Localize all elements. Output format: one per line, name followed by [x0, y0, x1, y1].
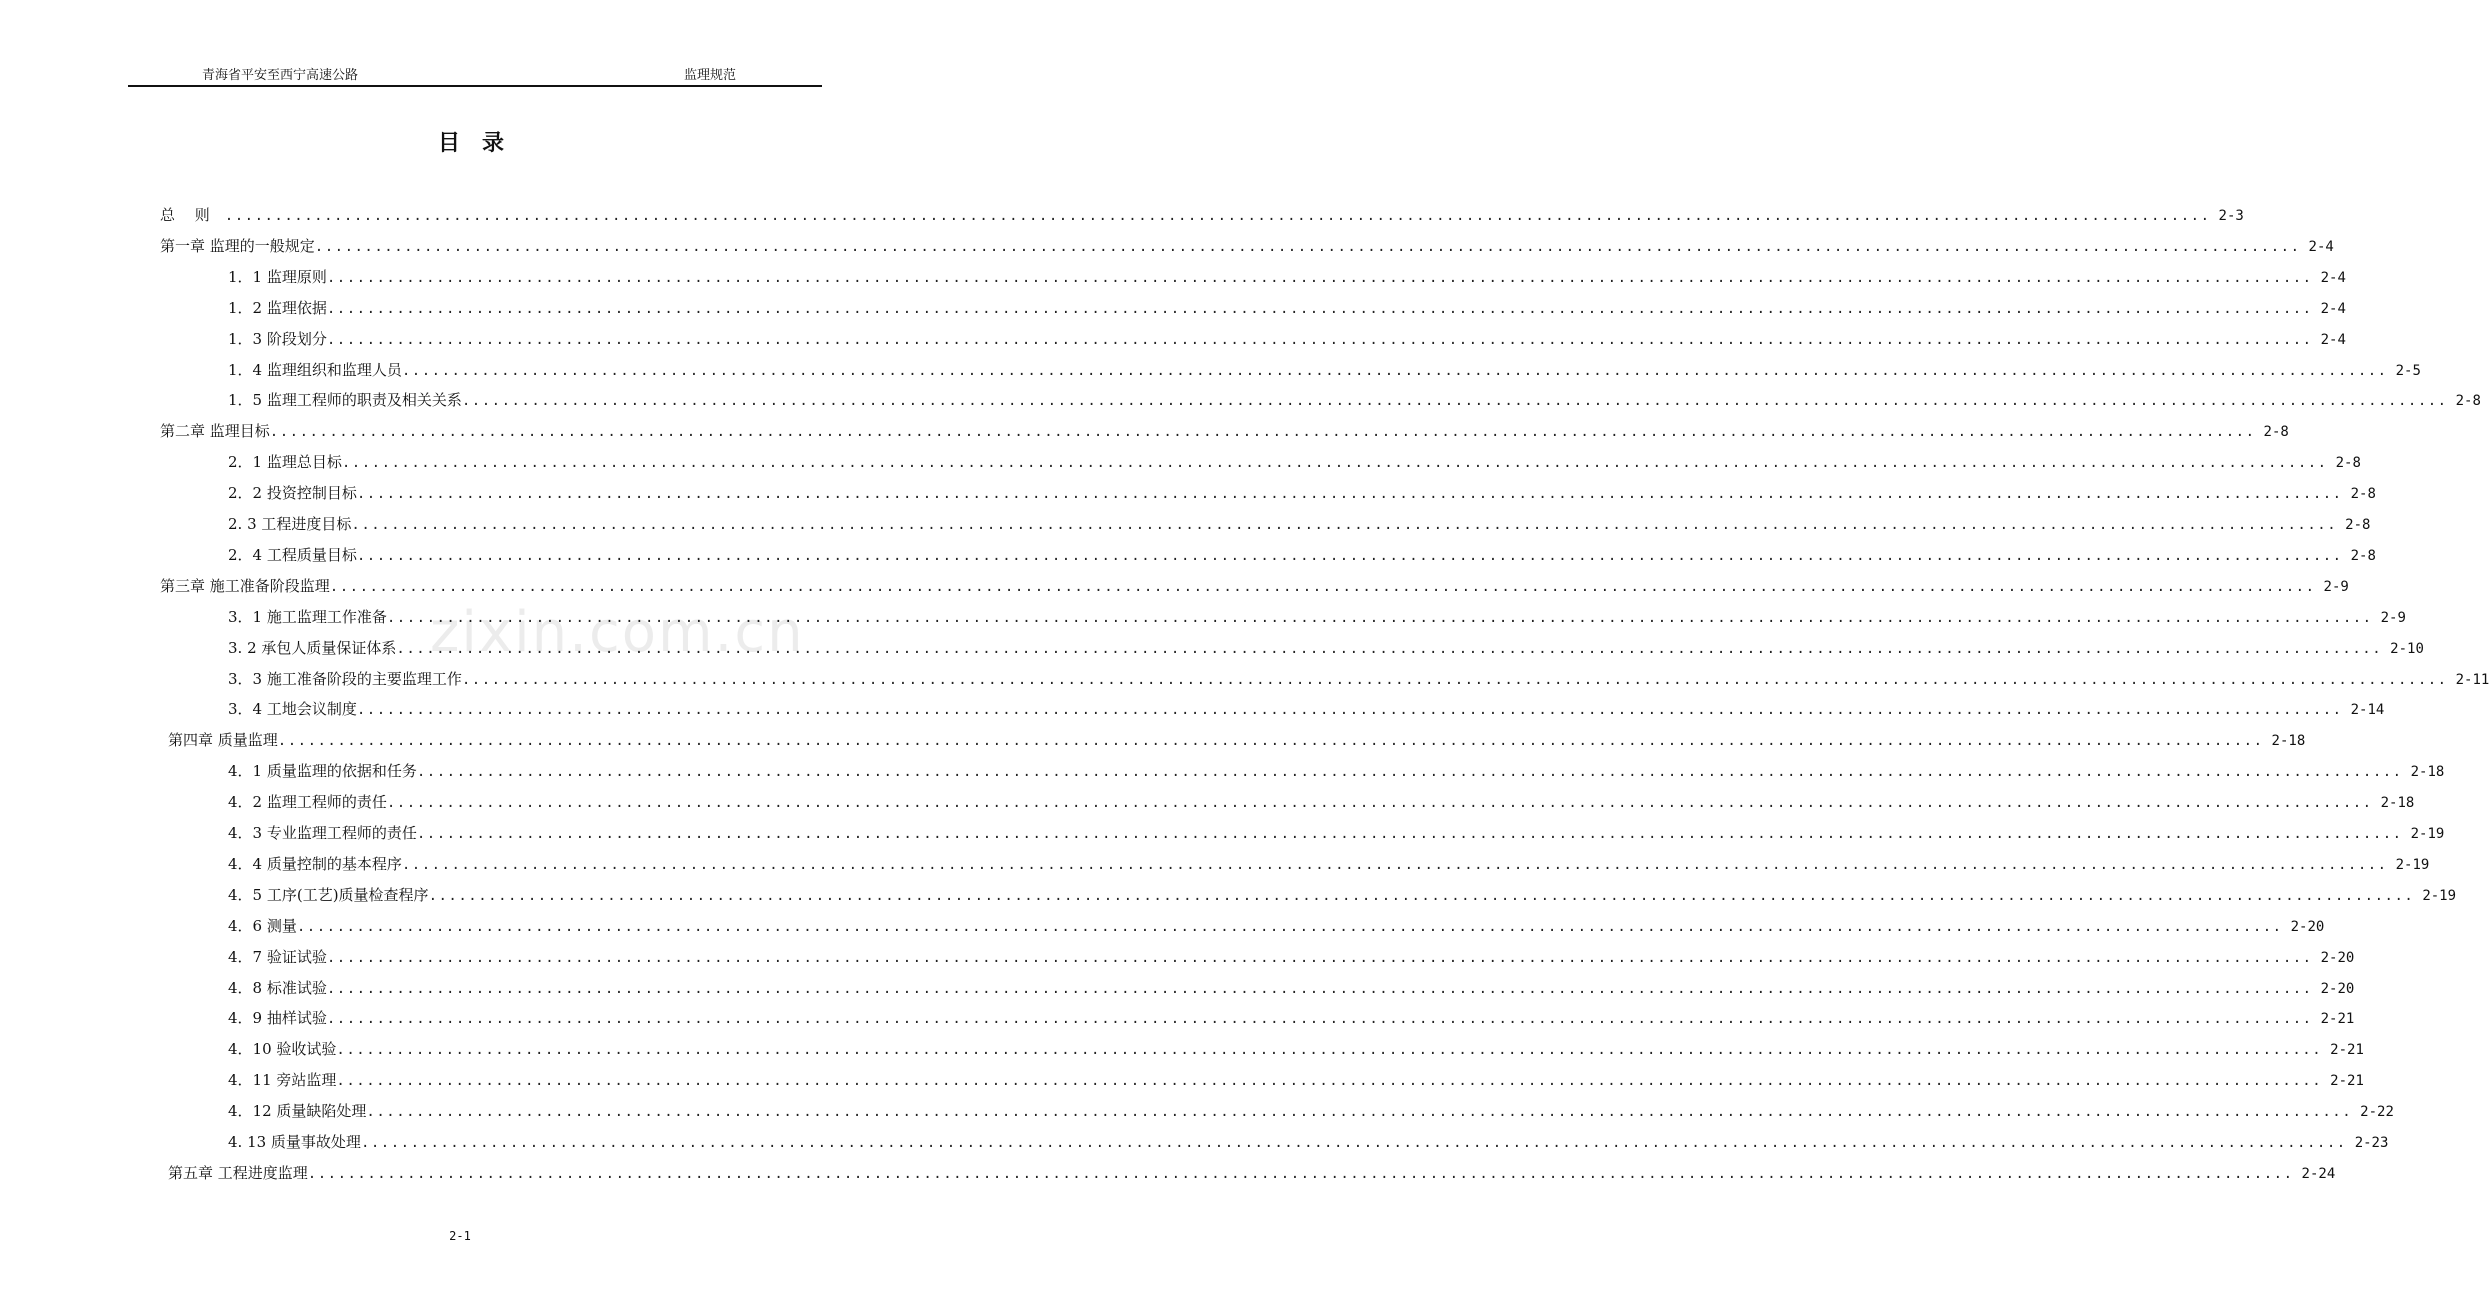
toc-entry-leader-dots: ........................................................................................................................................................................................................ [314, 238, 2301, 255]
toc-entry-label: 第三章 施工准备阶段监理 [160, 576, 330, 595]
toc-entry-leader-dots: ........................................................................................................................................................................................................ [307, 1165, 2294, 1182]
toc-entry-label: 3．3 施工准备阶段的主要监理工作 [228, 669, 462, 688]
toc-entry[interactable] [228, 266, 2346, 297]
toc-entry-page: 2-14 [2350, 702, 2385, 719]
toc-entry-leader-dots: ........................................................................................................................................................................................................ [356, 486, 2343, 503]
toc-entry[interactable] [228, 1007, 2355, 1038]
toc-entry-page: 2-21 [2330, 1073, 2364, 1090]
toc-entry[interactable] [228, 946, 2355, 977]
toc-entry-page: 2-8 [2350, 486, 2376, 503]
toc-entry-leader-dots: ........................................................................................................................................................................................................ [329, 578, 2316, 595]
toc-entry-label: 4. 13 质量事故处理 [228, 1133, 361, 1151]
toc-entry-page: 2-8 [2350, 547, 2376, 564]
toc-entry[interactable] [228, 451, 2361, 482]
toc-entry-page: 2-4 [2320, 300, 2346, 317]
toc-entry-label: 4．6 测量 [228, 916, 297, 935]
toc-entry[interactable] [228, 698, 2385, 729]
toc-entry[interactable] [228, 668, 2489, 699]
toc-entry-leader-dots: ........................................................................................................................................................................................................ [326, 331, 2313, 348]
toc-entry-page: 2-22 [2360, 1104, 2394, 1121]
toc-entry-leader-dots: ........................................................................................................................................................................................................ [351, 517, 2338, 533]
toc-entry[interactable] [228, 297, 2346, 328]
toc-entry-page: 2-4 [2320, 269, 2346, 286]
toc-entry[interactable] [228, 915, 2325, 946]
toc-entry-page: 2-11 [2455, 671, 2489, 688]
toc-entry-leader-dots: ........................................................................................................................................................................................................ [277, 733, 2264, 750]
toc-entry-label: 2．1 监理总目标 [228, 453, 342, 472]
toc-entry-page: 2-4 [2320, 331, 2346, 348]
toc-entry-leader-dots: ........................................................................................................................................................................................................ [416, 764, 2403, 781]
toc-entry-page: 2-9 [2323, 578, 2349, 595]
toc-entry-page: 2-18 [2410, 764, 2445, 781]
toc-entry-page: 2-20 [2290, 918, 2325, 935]
toc-entry-page: 2-9 [2380, 609, 2406, 626]
toc-entry[interactable] [228, 977, 2355, 1008]
toc-entry-leader-dots: ........................................................................................................................................................................................................ [296, 918, 2283, 935]
toc-entry-label: 3. 2 承包人质量保证体系 [228, 638, 397, 657]
toc-entry-leader-dots: ........................................................................................................................................................................................................ [366, 1104, 2353, 1121]
toc-entry-leader-dots: ........................................................................................................................................................................................................ [336, 1042, 2323, 1059]
toc-entry[interactable] [160, 235, 2334, 266]
watermark: zixin.com.cn [430, 600, 805, 665]
toc-entry-label: 4．4 质量控制的基本程序 [228, 854, 402, 873]
toc-entry-page: 2-18 [2380, 795, 2415, 812]
toc-entry-leader-dots: ........................................................................................................................................................................................................ [386, 795, 2373, 812]
toc-entry-leader-dots: ........................................................................................................................................................................................................ [341, 455, 2328, 472]
toc-entry-leader-dots: ........................................................................................................................................................................................................ [326, 1011, 2313, 1028]
toc-entry-page: 2-10 [2390, 640, 2424, 657]
toc-entry-leader-dots: ........................................................................................................................................................................................................ [396, 640, 2383, 657]
toc-entry-leader-dots: ........................................................................................................................................................................................................ [386, 609, 2373, 626]
toc-entry-label: 2. 3 工程进度目标 [228, 515, 352, 533]
toc-entry-leader-dots: ........................................................................................................................................................................................................ [401, 362, 2388, 379]
toc-entry[interactable] [228, 637, 2424, 668]
toc-entry-page: 2-24 [2301, 1165, 2336, 1182]
toc-entry-page: 2-20 [2320, 949, 2355, 966]
toc-entry-page: 2-23 [2354, 1135, 2389, 1151]
toc-entry[interactable] [228, 760, 2445, 791]
toc-entry[interactable] [228, 884, 2457, 915]
toc-entry[interactable] [168, 729, 2306, 760]
toc-entry-page: 2-21 [2320, 1011, 2355, 1028]
toc-entry-label: 3．1 施工监理工作准备 [228, 607, 387, 626]
toc-entry[interactable] [168, 1162, 2336, 1193]
toc-entry[interactable] [228, 482, 2376, 513]
toc-entry[interactable] [228, 853, 2430, 884]
toc-entry-page: 2-8 [2335, 455, 2361, 472]
toc-entry[interactable] [160, 204, 2244, 235]
toc-entry-label: 4．2 监理工程师的责任 [228, 793, 387, 812]
toc-entry-label: 4．9 抽样试验 [228, 1009, 327, 1028]
toc-entry[interactable] [228, 389, 2481, 420]
toc-entry[interactable] [228, 328, 2346, 359]
toc-entry-page: 2-5 [2395, 362, 2421, 379]
toc-entry-page: 2-19 [2422, 887, 2457, 904]
toc-entry[interactable] [228, 791, 2415, 822]
header-right-text: 监理规范 [684, 68, 737, 83]
toc-entry-leader-dots: ........................................................................................................................................................................................................ [401, 856, 2388, 873]
toc-entry-page: 2-20 [2320, 980, 2355, 997]
toc-entry-leader-dots: ........................................................................................................................................................................................................ [356, 702, 2343, 719]
toc-entry-label: 1．1 监理原则 [228, 267, 327, 286]
toc-entry-leader-dots: ........................................................................................................................................................................................................ [224, 208, 2211, 224]
toc-entry-label: 4．1 质量监理的依据和任务 [228, 762, 417, 781]
toc-entry-label: 第五章 工程进度监理 [168, 1163, 308, 1182]
toc-entry-leader-dots: ........................................................................................................................................................................................................ [428, 887, 2415, 904]
toc-entry-label: 2．2 投资控制目标 [228, 484, 357, 503]
toc-entry[interactable] [160, 575, 2349, 606]
toc-entry[interactable] [228, 513, 2371, 544]
toc-entry-label: 1．5 监理工程师的职责及相关关系 [228, 391, 462, 410]
toc-entry[interactable] [228, 1038, 2364, 1069]
toc-entry[interactable] [228, 359, 2421, 390]
toc-entry-label: 2．4 工程质量目标 [228, 545, 357, 564]
toc-entry-leader-dots: ........................................................................................................................................................................................................ [461, 393, 2448, 410]
toc-entry-page: 2-8 [2455, 393, 2481, 410]
page-title: 目录 [437, 130, 526, 156]
toc-entry-label: 4．11 旁站监理 [228, 1071, 337, 1090]
toc-entry-leader-dots: ........................................................................................................................................................................................................ [356, 547, 2343, 564]
toc-entry-page: 2-8 [2263, 424, 2289, 441]
toc-entry-page: 2-3 [2218, 208, 2244, 224]
toc-entry[interactable] [228, 1131, 2389, 1162]
toc-entry[interactable] [228, 606, 2406, 637]
footer-page-number: 2-1 [449, 1229, 471, 1243]
toc-entry[interactable] [228, 1100, 2394, 1131]
toc-entry-leader-dots: ........................................................................................................................................................................................................ [269, 424, 2256, 441]
toc-entry-label: 4．5 工序(工艺)质量检查程序 [228, 885, 429, 904]
toc-entry-label: 1．4 监理组织和监理人员 [228, 360, 402, 379]
toc-entry-leader-dots: ........................................................................................................................................................................................................ [326, 300, 2313, 317]
toc-entry-leader-dots: ........................................................................................................................................................................................................ [326, 269, 2313, 286]
header-left-text: 青海省平安至西宁高速公路 [202, 68, 359, 83]
toc-entry-page: 2-19 [2410, 826, 2445, 842]
toc-entry-label: 第四章 质量监理 [168, 731, 278, 750]
toc-entry-page: 2-4 [2308, 238, 2334, 255]
toc-entry[interactable] [228, 544, 2376, 575]
toc-entry-leader-dots: ........................................................................................................................................................................................................ [461, 671, 2448, 688]
toc-entry-label: 4．8 标准试验 [228, 978, 327, 997]
toc-entry-label: 4．7 验证试验 [228, 947, 327, 966]
toc-entry[interactable] [160, 420, 2289, 451]
toc-entry[interactable] [228, 822, 2445, 853]
toc-entry-leader-dots: ........................................................................................................................................................................................................ [416, 826, 2403, 842]
toc-entry-label: 4．3 专业监理工程师的责任 [228, 824, 417, 842]
toc-entry-leader-dots: ........................................................................................................................................................................................................ [336, 1073, 2323, 1090]
toc-entry-label: 第一章 监理的一般规定 [160, 236, 315, 255]
toc-entry-page: 2-19 [2395, 856, 2430, 873]
toc-entry-label: 4．10 验收试验 [228, 1040, 337, 1059]
toc-entry-label: 3．4 工地会议制度 [228, 700, 357, 719]
toc-entry-page: 2-8 [2345, 517, 2371, 533]
toc-entry[interactable] [228, 1069, 2364, 1100]
toc-entry-leader-dots: ........................................................................................................................................................................................................ [360, 1135, 2347, 1151]
toc-entry-label: 4．12 质量缺陷处理 [228, 1102, 367, 1121]
toc-entry-label: 总 则 [160, 206, 225, 224]
toc-entry-label: 1．3 阶段划分 [228, 329, 327, 348]
toc-entry-leader-dots: ........................................................................................................................................................................................................ [326, 949, 2313, 966]
toc-entry-label: 第二章 监理目标 [160, 422, 270, 441]
toc-entry-leader-dots: ........................................................................................................................................................................................................ [326, 980, 2313, 997]
toc-entry-label: 1．2 监理依据 [228, 298, 327, 317]
header-rule [128, 85, 822, 87]
toc-entry-page: 2-18 [2271, 733, 2306, 750]
toc-entry-page: 2-21 [2330, 1042, 2364, 1059]
